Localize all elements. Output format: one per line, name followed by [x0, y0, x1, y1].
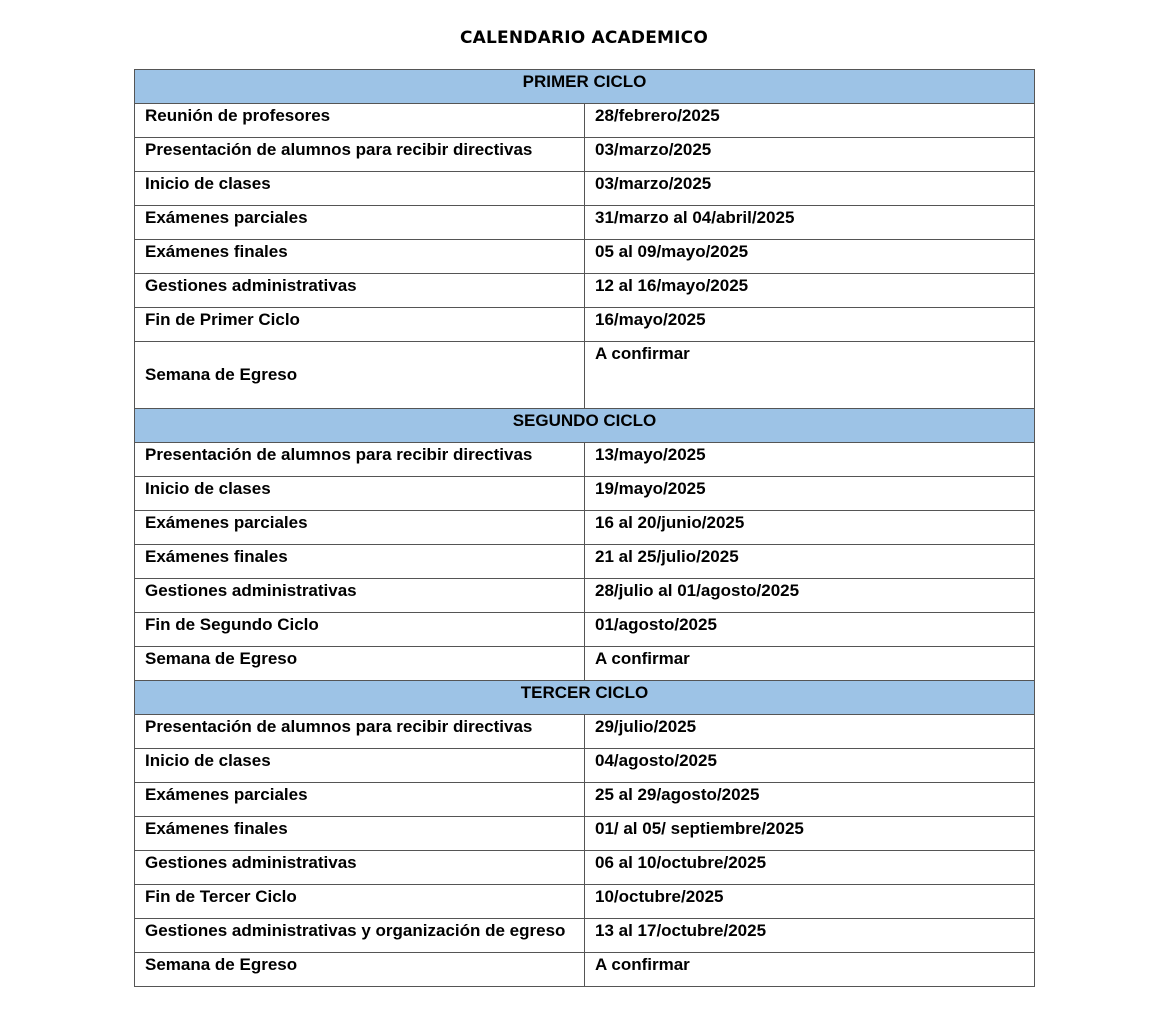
event-cell: Gestiones administrativas y organización de egreso [135, 919, 585, 953]
page-title: CALENDARIO ACADEMICO [459, 28, 709, 48]
date-cell: 31/marzo al 04/abril/2025 [585, 206, 1035, 240]
table-row [135, 851, 1035, 885]
academic-calendar-table [134, 69, 1035, 987]
table-row [135, 477, 1035, 511]
event-cell: Fin de Primer Ciclo [135, 308, 585, 342]
table-row [135, 342, 1035, 409]
event-cell: Exámenes parciales [135, 783, 585, 817]
event-cell: Exámenes finales [135, 817, 585, 851]
table-row [135, 885, 1035, 919]
event-cell: Presentación de alumnos para recibir directivas [135, 715, 585, 749]
date-cell: 06 al 10/octubre/2025 [585, 851, 1035, 885]
event-cell: Exámenes finales [135, 240, 585, 274]
table-row [135, 545, 1035, 579]
section-title: PRIMER CICLO [135, 70, 1035, 104]
event-cell: Reunión de profesores [135, 104, 585, 138]
table-row [135, 172, 1035, 206]
event-cell: Gestiones administrativas [135, 274, 585, 308]
date-cell: 29/julio/2025 [585, 715, 1035, 749]
event-cell: Inicio de clases [135, 749, 585, 783]
event-cell: Exámenes parciales [135, 511, 585, 545]
event-cell: Gestiones administrativas [135, 579, 585, 613]
event-cell: Semana de Egreso [135, 953, 585, 987]
event-cell: Semana de Egreso [135, 647, 585, 681]
event-cell: Exámenes parciales [135, 206, 585, 240]
table-row [135, 240, 1035, 274]
section-title: SEGUNDO CICLO [135, 409, 1035, 443]
date-cell: 03/marzo/2025 [585, 138, 1035, 172]
date-cell: A confirmar [585, 647, 1035, 681]
date-cell: 01/agosto/2025 [585, 613, 1035, 647]
table-row [135, 715, 1035, 749]
table-row [135, 274, 1035, 308]
event-cell: Fin de Segundo Ciclo [135, 613, 585, 647]
date-cell: 21 al 25/julio/2025 [585, 545, 1035, 579]
section-title: TERCER CICLO [135, 681, 1035, 715]
date-cell: A confirmar [585, 953, 1035, 987]
table-row [135, 138, 1035, 172]
date-cell: 05 al 09/mayo/2025 [585, 240, 1035, 274]
date-cell: 16 al 20/junio/2025 [585, 511, 1035, 545]
table-row [135, 613, 1035, 647]
table-row [135, 817, 1035, 851]
table-row [135, 104, 1035, 138]
date-cell: 04/agosto/2025 [585, 749, 1035, 783]
event-cell: Fin de Tercer Ciclo [135, 885, 585, 919]
table-row [135, 579, 1035, 613]
event-cell: Presentación de alumnos para recibir directivas [135, 443, 585, 477]
table-row [135, 443, 1035, 477]
date-cell: 10/octubre/2025 [585, 885, 1035, 919]
event-cell: Gestiones administrativas [135, 851, 585, 885]
event-cell: Inicio de clases [135, 172, 585, 206]
table-row [135, 511, 1035, 545]
date-cell: 28/julio al 01/agosto/2025 [585, 579, 1035, 613]
event-cell: Presentación de alumnos para recibir directivas [135, 138, 585, 172]
date-cell: 01/ al 05/ septiembre/2025 [585, 817, 1035, 851]
table-row [135, 206, 1035, 240]
date-cell: 28/febrero/2025 [585, 104, 1035, 138]
table-row [135, 647, 1035, 681]
date-cell: 03/marzo/2025 [585, 172, 1035, 206]
date-cell: 16/mayo/2025 [585, 308, 1035, 342]
date-cell: A confirmar [585, 342, 1035, 409]
table-row [135, 783, 1035, 817]
table-row [135, 749, 1035, 783]
date-cell: 25 al 29/agosto/2025 [585, 783, 1035, 817]
table-row [135, 953, 1035, 987]
date-cell: 13 al 17/octubre/2025 [585, 919, 1035, 953]
date-cell: 12 al 16/mayo/2025 [585, 274, 1035, 308]
table-row [135, 308, 1035, 342]
event-cell: Exámenes finales [135, 545, 585, 579]
section-header-row [135, 70, 1035, 104]
event-cell: Inicio de clases [135, 477, 585, 511]
section-header-row [135, 681, 1035, 715]
event-cell: Semana de Egreso [135, 342, 585, 409]
date-cell: 13/mayo/2025 [585, 443, 1035, 477]
date-cell: 19/mayo/2025 [585, 477, 1035, 511]
table-row [135, 919, 1035, 953]
section-header-row [135, 409, 1035, 443]
